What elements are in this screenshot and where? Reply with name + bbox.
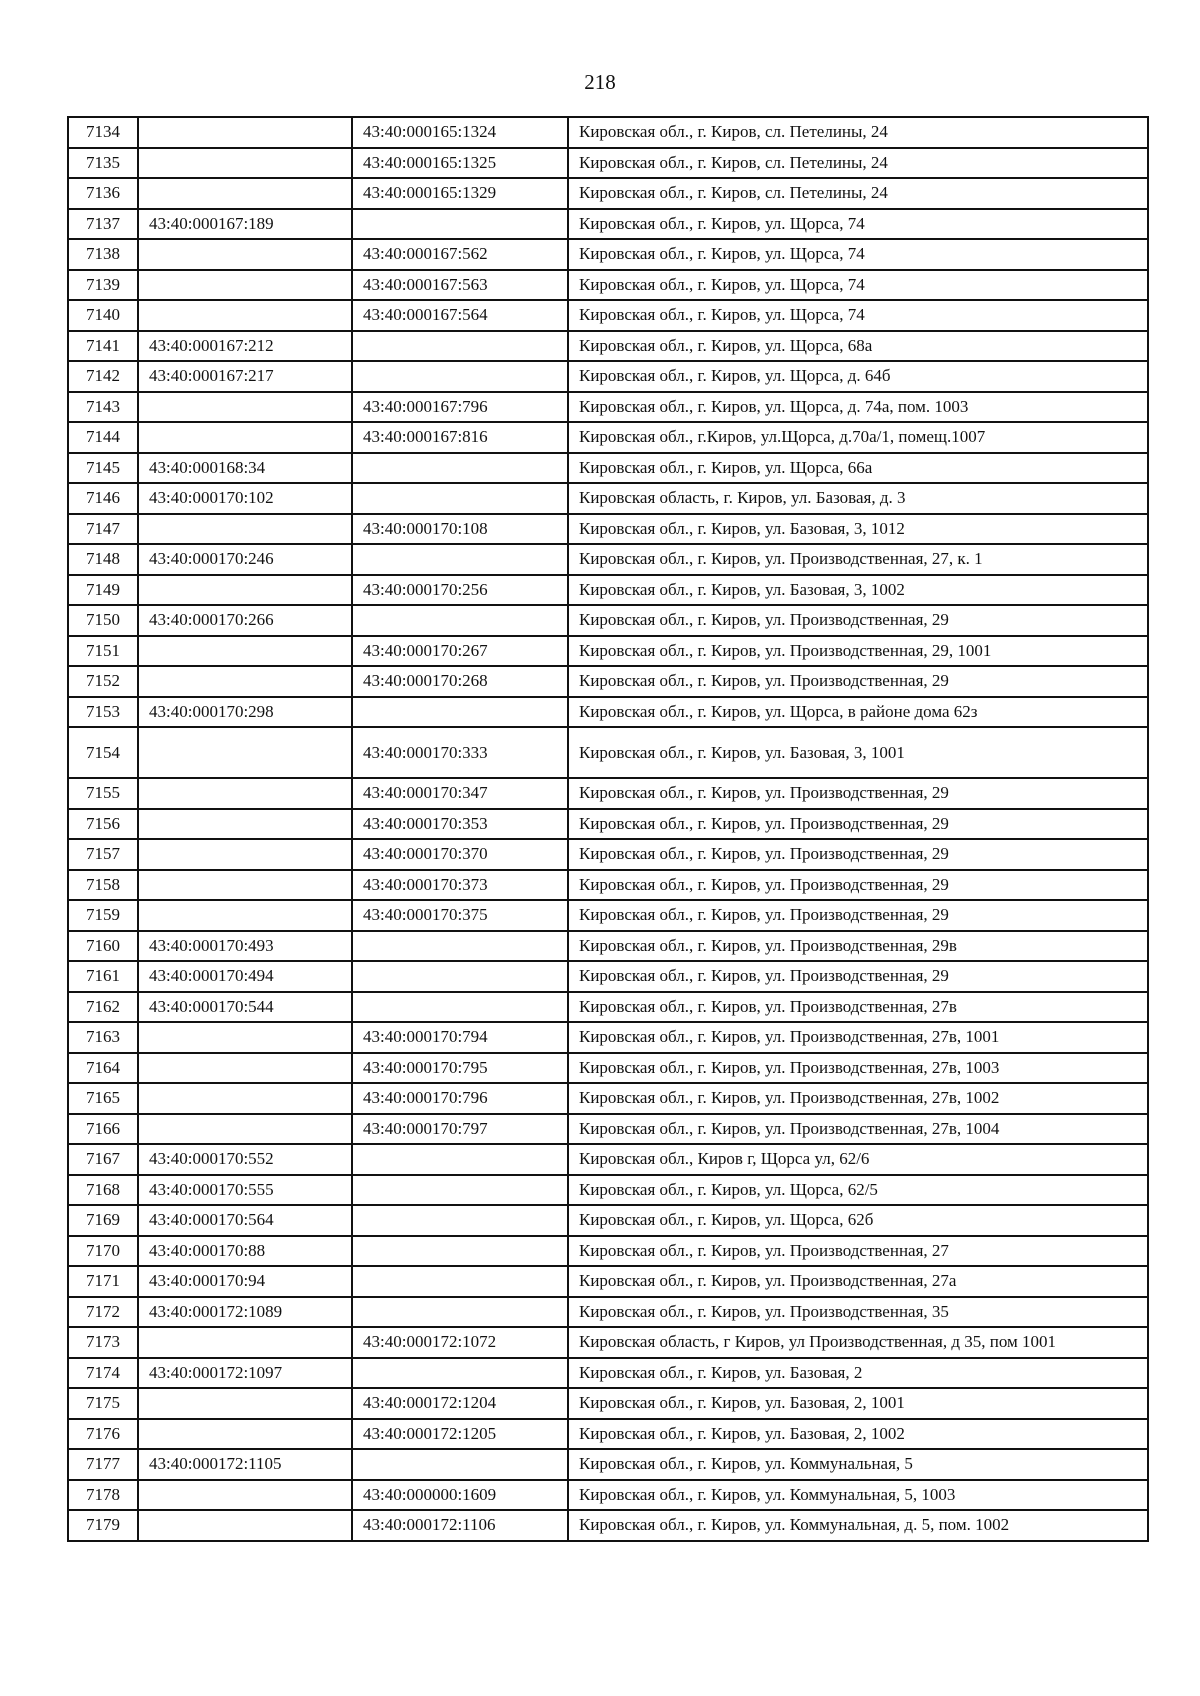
- table-row: [68, 778, 1148, 809]
- object-number-cell: [352, 1175, 568, 1206]
- row-number-cell: 7143: [68, 392, 138, 423]
- row-number-cell: 7165: [68, 1083, 138, 1114]
- object-number-cell: 43:40:000170:373: [352, 870, 568, 901]
- row-number-cell: 7155: [68, 778, 138, 809]
- address-cell: Кировская обл., г. Киров, сл. Петелины, 24: [568, 178, 1148, 209]
- row-number-cell: 7154: [68, 727, 138, 778]
- object-number-cell: [352, 605, 568, 636]
- land-parcel-number-cell: [138, 1480, 352, 1511]
- object-number-cell: [352, 992, 568, 1023]
- land-parcel-number-cell: [138, 870, 352, 901]
- table-row: [68, 148, 1148, 179]
- address-cell: Кировская обл., г. Киров, ул. Производственная, 35: [568, 1297, 1148, 1328]
- table-row: [68, 870, 1148, 901]
- table-row: [68, 1022, 1148, 1053]
- row-number-cell: 7168: [68, 1175, 138, 1206]
- object-number-cell: [352, 361, 568, 392]
- table-row: [68, 1083, 1148, 1114]
- table-row: [68, 1480, 1148, 1511]
- address-cell: Кировская обл., г. Киров, ул. Щорса, 62/5: [568, 1175, 1148, 1206]
- object-number-cell: [352, 209, 568, 240]
- row-number-cell: 7159: [68, 900, 138, 931]
- object-number-cell: 43:40:000170:795: [352, 1053, 568, 1084]
- table-row: [68, 270, 1148, 301]
- address-cell: Кировская обл., г.Киров, ул.Щорса, д.70а/1, помещ.1007: [568, 422, 1148, 453]
- land-parcel-number-cell: 43:40:000170:246: [138, 544, 352, 575]
- row-number-cell: 7157: [68, 839, 138, 870]
- table-row: [68, 1419, 1148, 1450]
- address-cell: Кировская обл., г. Киров, ул. Щорса, 74: [568, 300, 1148, 331]
- land-parcel-number-cell: [138, 270, 352, 301]
- table-row: [68, 1297, 1148, 1328]
- object-number-cell: [352, 483, 568, 514]
- row-number-cell: 7147: [68, 514, 138, 545]
- table-row: [68, 117, 1148, 148]
- object-number-cell: 43:40:000000:1609: [352, 1480, 568, 1511]
- row-number-cell: 7134: [68, 117, 138, 148]
- address-cell: Кировская обл., г. Киров, ул. Производственная, 29: [568, 961, 1148, 992]
- row-number-cell: 7164: [68, 1053, 138, 1084]
- object-number-cell: 43:40:000170:353: [352, 809, 568, 840]
- address-cell: Кировская область, г Киров, ул Производственная, д 35, пом 1001: [568, 1327, 1148, 1358]
- address-cell: Кировская обл., г. Киров, ул. Базовая, 2: [568, 1358, 1148, 1389]
- address-cell: Кировская обл., г. Киров, ул. Коммунальная, 5, 1003: [568, 1480, 1148, 1511]
- table-row: [68, 239, 1148, 270]
- address-cell: Кировская обл., г. Киров, ул. Щорса, 68а: [568, 331, 1148, 362]
- address-cell: Кировская обл., г. Киров, ул. Базовая, 2, 1001: [568, 1388, 1148, 1419]
- row-number-cell: 7173: [68, 1327, 138, 1358]
- object-number-cell: [352, 544, 568, 575]
- row-number-cell: 7172: [68, 1297, 138, 1328]
- object-number-cell: 43:40:000165:1324: [352, 117, 568, 148]
- object-number-cell: [352, 1297, 568, 1328]
- object-number-cell: 43:40:000172:1106: [352, 1510, 568, 1541]
- table-row: [68, 392, 1148, 423]
- row-number-cell: 7162: [68, 992, 138, 1023]
- object-number-cell: 43:40:000172:1072: [352, 1327, 568, 1358]
- table-row: [68, 300, 1148, 331]
- land-parcel-number-cell: 43:40:000170:266: [138, 605, 352, 636]
- object-number-cell: [352, 1144, 568, 1175]
- land-parcel-number-cell: [138, 1419, 352, 1450]
- row-number-cell: 7150: [68, 605, 138, 636]
- table-row: [68, 900, 1148, 931]
- object-number-cell: [352, 453, 568, 484]
- address-cell: Кировская обл., г. Киров, ул. Щорса, 62б: [568, 1205, 1148, 1236]
- address-cell: Кировская обл., г. Киров, ул. Производственная, 29: [568, 666, 1148, 697]
- table-row: [68, 727, 1148, 778]
- row-number-cell: 7166: [68, 1114, 138, 1145]
- object-number-cell: 43:40:000170:796: [352, 1083, 568, 1114]
- object-number-cell: [352, 961, 568, 992]
- object-number-cell: [352, 697, 568, 728]
- object-number-cell: 43:40:000167:563: [352, 270, 568, 301]
- object-number-cell: [352, 331, 568, 362]
- row-number-cell: 7177: [68, 1449, 138, 1480]
- table-row: [68, 666, 1148, 697]
- row-number-cell: 7144: [68, 422, 138, 453]
- table-row: [68, 1236, 1148, 1267]
- row-number-cell: 7149: [68, 575, 138, 606]
- table-row: [68, 1327, 1148, 1358]
- address-cell: Кировская обл., г. Киров, ул. Производственная, 29: [568, 870, 1148, 901]
- land-parcel-number-cell: [138, 300, 352, 331]
- object-number-cell: 43:40:000170:267: [352, 636, 568, 667]
- page-number: 218: [584, 70, 616, 94]
- row-number-cell: 7171: [68, 1266, 138, 1297]
- table-row: [68, 636, 1148, 667]
- row-number-cell: 7140: [68, 300, 138, 331]
- address-cell: Кировская обл., г. Киров, ул. Базовая, 3, 1012: [568, 514, 1148, 545]
- object-number-cell: 43:40:000167:562: [352, 239, 568, 270]
- land-parcel-number-cell: [138, 575, 352, 606]
- row-number-cell: 7163: [68, 1022, 138, 1053]
- land-parcel-number-cell: [138, 117, 352, 148]
- object-number-cell: 43:40:000170:268: [352, 666, 568, 697]
- object-number-cell: [352, 931, 568, 962]
- table-row: [68, 1266, 1148, 1297]
- row-number-cell: 7170: [68, 1236, 138, 1267]
- table-row: [68, 961, 1148, 992]
- address-cell: Кировская обл., г. Киров, ул. Производственная, 27: [568, 1236, 1148, 1267]
- registry-table: [67, 116, 1149, 1542]
- address-cell: Кировская обл., г. Киров, ул. Производственная, 29: [568, 839, 1148, 870]
- table-row: [68, 1510, 1148, 1541]
- land-parcel-number-cell: [138, 178, 352, 209]
- object-number-cell: [352, 1266, 568, 1297]
- land-parcel-number-cell: 43:40:000170:94: [138, 1266, 352, 1297]
- object-number-cell: 43:40:000170:797: [352, 1114, 568, 1145]
- object-number-cell: 43:40:000170:347: [352, 778, 568, 809]
- table-row: [68, 697, 1148, 728]
- table-row: [68, 1205, 1148, 1236]
- table-row: [68, 178, 1148, 209]
- land-parcel-number-cell: 43:40:000167:212: [138, 331, 352, 362]
- address-cell: Кировская обл., г. Киров, ул. Производственная, 29, 1001: [568, 636, 1148, 667]
- row-number-cell: 7137: [68, 209, 138, 240]
- table-row: [68, 992, 1148, 1023]
- registry-table-body: [68, 117, 1148, 1541]
- table-row: [68, 931, 1148, 962]
- land-parcel-number-cell: 43:40:000170:564: [138, 1205, 352, 1236]
- address-cell: Кировская обл., г. Киров, ул. Производственная, 29: [568, 809, 1148, 840]
- row-number-cell: 7176: [68, 1419, 138, 1450]
- address-cell: Кировская обл., г. Киров, ул. Щорса, 74: [568, 270, 1148, 301]
- row-number-cell: 7145: [68, 453, 138, 484]
- object-number-cell: 43:40:000165:1325: [352, 148, 568, 179]
- address-cell: Кировская обл., г. Киров, ул. Коммунальная, д. 5, пом. 1002: [568, 1510, 1148, 1541]
- object-number-cell: 43:40:000170:108: [352, 514, 568, 545]
- object-number-cell: 43:40:000170:256: [352, 575, 568, 606]
- object-number-cell: [352, 1358, 568, 1389]
- land-parcel-number-cell: 43:40:000170:298: [138, 697, 352, 728]
- row-number-cell: 7161: [68, 961, 138, 992]
- table-row: [68, 209, 1148, 240]
- row-number-cell: 7141: [68, 331, 138, 362]
- table-row: [68, 1144, 1148, 1175]
- row-number-cell: 7138: [68, 239, 138, 270]
- land-parcel-number-cell: [138, 809, 352, 840]
- address-cell: Кировская обл., г. Киров, ул. Производственная, 29в: [568, 931, 1148, 962]
- land-parcel-number-cell: 43:40:000172:1089: [138, 1297, 352, 1328]
- land-parcel-number-cell: [138, 514, 352, 545]
- address-cell: Кировская обл., г. Киров, ул. Производственная, 27в, 1001: [568, 1022, 1148, 1053]
- object-number-cell: [352, 1236, 568, 1267]
- address-cell: Кировская обл., г. Киров, ул. Производственная, 27в, 1003: [568, 1053, 1148, 1084]
- address-cell: Кировская обл., г. Киров, ул. Щорса, д. 74а, пом. 1003: [568, 392, 1148, 423]
- table-row: [68, 1449, 1148, 1480]
- address-cell: Кировская обл., г. Киров, ул. Щорса, в районе дома 62з: [568, 697, 1148, 728]
- address-cell: Кировская обл., г. Киров, ул. Производственная, 29: [568, 778, 1148, 809]
- object-number-cell: [352, 1449, 568, 1480]
- row-number-cell: 7146: [68, 483, 138, 514]
- table-row: [68, 809, 1148, 840]
- land-parcel-number-cell: [138, 636, 352, 667]
- address-cell: Кировская обл., г. Киров, ул. Щорса, 74: [568, 209, 1148, 240]
- table-row: [68, 544, 1148, 575]
- address-cell: Кировская обл., г. Киров, ул. Производственная, 27а: [568, 1266, 1148, 1297]
- address-cell: Кировская обл., г. Киров, ул. Производственная, 27в: [568, 992, 1148, 1023]
- address-cell: Кировская обл., г. Киров, сл. Петелины, 24: [568, 148, 1148, 179]
- row-number-cell: 7167: [68, 1144, 138, 1175]
- land-parcel-number-cell: [138, 392, 352, 423]
- address-cell: Кировская область, г. Киров, ул. Базовая, д. 3: [568, 483, 1148, 514]
- address-cell: Кировская обл., г. Киров, ул. Щорса, д. 64б: [568, 361, 1148, 392]
- row-number-cell: 7152: [68, 666, 138, 697]
- table-row: [68, 483, 1148, 514]
- land-parcel-number-cell: 43:40:000167:217: [138, 361, 352, 392]
- table-row: [68, 575, 1148, 606]
- land-parcel-number-cell: [138, 1327, 352, 1358]
- row-number-cell: 7160: [68, 931, 138, 962]
- land-parcel-number-cell: 43:40:000170:552: [138, 1144, 352, 1175]
- land-parcel-number-cell: 43:40:000172:1097: [138, 1358, 352, 1389]
- row-number-cell: 7139: [68, 270, 138, 301]
- address-cell: Кировская обл., г. Киров, ул. Базовая, 2, 1002: [568, 1419, 1148, 1450]
- table-row: [68, 839, 1148, 870]
- address-cell: Кировская обл., г. Киров, ул. Производственная, 27в, 1002: [568, 1083, 1148, 1114]
- table-row: [68, 1175, 1148, 1206]
- object-number-cell: 43:40:000172:1204: [352, 1388, 568, 1419]
- land-parcel-number-cell: 43:40:000170:494: [138, 961, 352, 992]
- address-cell: Кировская обл., г. Киров, ул. Производственная, 27в, 1004: [568, 1114, 1148, 1145]
- row-number-cell: 7169: [68, 1205, 138, 1236]
- address-cell: Кировская обл., г. Киров, ул. Базовая, 3, 1002: [568, 575, 1148, 606]
- table-row: [68, 422, 1148, 453]
- row-number-cell: 7148: [68, 544, 138, 575]
- land-parcel-number-cell: 43:40:000170:493: [138, 931, 352, 962]
- object-number-cell: 43:40:000170:370: [352, 839, 568, 870]
- land-parcel-number-cell: [138, 666, 352, 697]
- land-parcel-number-cell: 43:40:000167:189: [138, 209, 352, 240]
- table-row: [68, 1358, 1148, 1389]
- row-number-cell: 7151: [68, 636, 138, 667]
- object-number-cell: 43:40:000170:794: [352, 1022, 568, 1053]
- object-number-cell: 43:40:000170:333: [352, 727, 568, 778]
- address-cell: Кировская обл., г. Киров, ул. Производственная, 29: [568, 605, 1148, 636]
- object-number-cell: 43:40:000170:375: [352, 900, 568, 931]
- row-number-cell: 7178: [68, 1480, 138, 1511]
- address-cell: Кировская обл., г. Киров, ул. Базовая, 3, 1001: [568, 727, 1148, 778]
- row-number-cell: 7135: [68, 148, 138, 179]
- land-parcel-number-cell: [138, 1114, 352, 1145]
- land-parcel-number-cell: [138, 727, 352, 778]
- land-parcel-number-cell: [138, 900, 352, 931]
- object-number-cell: 43:40:000165:1329: [352, 178, 568, 209]
- address-cell: Кировская обл., Киров г, Щорса ул, 62/6: [568, 1144, 1148, 1175]
- table-row: [68, 514, 1148, 545]
- address-cell: Кировская обл., г. Киров, ул. Производственная, 29: [568, 900, 1148, 931]
- land-parcel-number-cell: [138, 239, 352, 270]
- object-number-cell: 43:40:000172:1205: [352, 1419, 568, 1450]
- address-cell: Кировская обл., г. Киров, сл. Петелины, 24: [568, 117, 1148, 148]
- land-parcel-number-cell: [138, 1053, 352, 1084]
- land-parcel-number-cell: [138, 148, 352, 179]
- table-row: [68, 453, 1148, 484]
- land-parcel-number-cell: [138, 1083, 352, 1114]
- object-number-cell: 43:40:000167:816: [352, 422, 568, 453]
- row-number-cell: 7175: [68, 1388, 138, 1419]
- land-parcel-number-cell: [138, 1388, 352, 1419]
- land-parcel-number-cell: [138, 778, 352, 809]
- row-number-cell: 7156: [68, 809, 138, 840]
- land-parcel-number-cell: 43:40:000170:102: [138, 483, 352, 514]
- row-number-cell: 7153: [68, 697, 138, 728]
- table-row: [68, 1388, 1148, 1419]
- land-parcel-number-cell: [138, 422, 352, 453]
- table-row: [68, 1114, 1148, 1145]
- land-parcel-number-cell: [138, 1022, 352, 1053]
- land-parcel-number-cell: 43:40:000168:34: [138, 453, 352, 484]
- object-number-cell: [352, 1205, 568, 1236]
- row-number-cell: 7179: [68, 1510, 138, 1541]
- table-row: [68, 361, 1148, 392]
- object-number-cell: 43:40:000167:796: [352, 392, 568, 423]
- table-row: [68, 331, 1148, 362]
- row-number-cell: 7158: [68, 870, 138, 901]
- land-parcel-number-cell: 43:40:000170:88: [138, 1236, 352, 1267]
- address-cell: Кировская обл., г. Киров, ул. Производственная, 27, к. 1: [568, 544, 1148, 575]
- address-cell: Кировская обл., г. Киров, ул. Щорса, 74: [568, 239, 1148, 270]
- row-number-cell: 7136: [68, 178, 138, 209]
- land-parcel-number-cell: 43:40:000172:1105: [138, 1449, 352, 1480]
- row-number-cell: 7142: [68, 361, 138, 392]
- table-row: [68, 605, 1148, 636]
- land-parcel-number-cell: 43:40:000170:555: [138, 1175, 352, 1206]
- row-number-cell: 7174: [68, 1358, 138, 1389]
- object-number-cell: 43:40:000167:564: [352, 300, 568, 331]
- table-row: [68, 1053, 1148, 1084]
- land-parcel-number-cell: [138, 1510, 352, 1541]
- address-cell: Кировская обл., г. Киров, ул. Коммунальная, 5: [568, 1449, 1148, 1480]
- land-parcel-number-cell: [138, 839, 352, 870]
- address-cell: Кировская обл., г. Киров, ул. Щорса, 66а: [568, 453, 1148, 484]
- land-parcel-number-cell: 43:40:000170:544: [138, 992, 352, 1023]
